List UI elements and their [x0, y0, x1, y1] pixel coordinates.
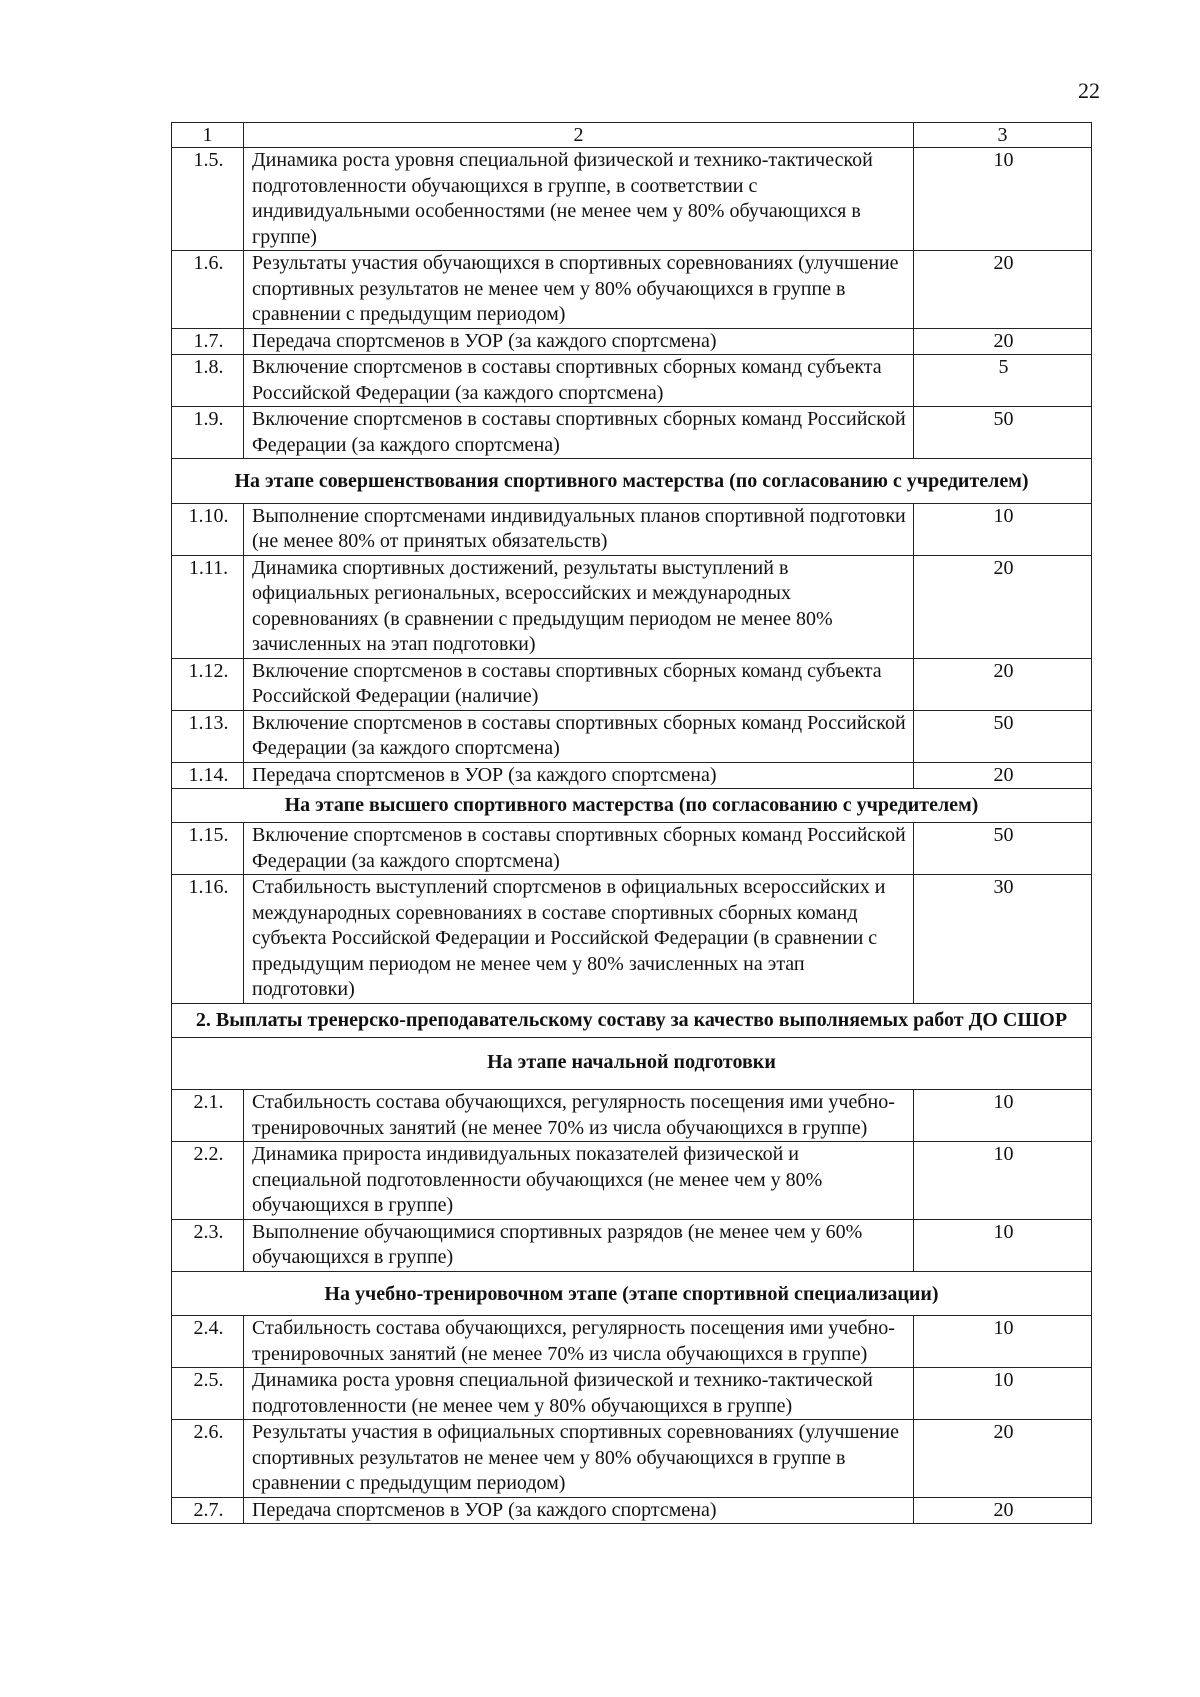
criterion-number: 1.15.	[172, 823, 244, 875]
section-heading-row	[172, 789, 1092, 823]
section-heading: 2. Выплаты тренерско-преподавательскому составу за качество выполняемых работ ДО СШОР	[172, 1003, 1092, 1037]
page-number: 22	[1078, 78, 1100, 103]
table-row	[172, 355, 1092, 407]
criterion-points: 10	[914, 148, 1092, 251]
table-row	[172, 762, 1092, 789]
criterion-text: Выполнение обучающимися спортивных разрядов (не менее чем у 60% обучающихся в группе)	[244, 1219, 914, 1271]
criterion-points: 20	[914, 658, 1092, 710]
criteria-table	[171, 122, 1092, 1524]
criterion-points: 10	[914, 1316, 1092, 1368]
criterion-text: Передача спортсменов в УОР (за каждого спортсмена)	[244, 328, 914, 355]
criterion-points: 10	[914, 1090, 1092, 1142]
criterion-points: 30	[914, 875, 1092, 1004]
criterion-text: Динамика прироста индивидуальных показателей физической и специальной подготовленности обучающихся (не менее чем у 80% обучающихся в группе)	[244, 1142, 914, 1220]
section-heading: На этапе высшего спортивного мастерства (по согласованию с учредителем)	[172, 789, 1092, 823]
table-row	[172, 148, 1092, 251]
criterion-number: 2.2.	[172, 1142, 244, 1220]
criterion-points: 50	[914, 710, 1092, 762]
criterion-text: Стабильность выступлений спортсменов в официальных всероссийских и международных соревнованиях в составе спортивных сборных команд субъекта Российской Федерации и Российской Федерации (в сравнении с предыдущим периодом не менее чем у 80% зачисленных на этап подготовки)	[244, 875, 914, 1004]
criterion-text: Передача спортсменов в УОР (за каждого спортсмена)	[244, 762, 914, 789]
criterion-points: 50	[914, 407, 1092, 459]
criterion-text: Динамика роста уровня специальной физической и технико-тактической подготовленности обучающихся в группе, в соответствии с индивидуальными особенностями (не менее чем у 80% обучающихся в группе)	[244, 148, 914, 251]
criterion-number: 2.1.	[172, 1090, 244, 1142]
section-heading-row	[172, 459, 1092, 504]
criterion-number: 1.14.	[172, 762, 244, 789]
table-header-row	[172, 123, 1092, 148]
table-row	[172, 710, 1092, 762]
criterion-text: Результаты участия в официальных спортивных соревнованиях (улучшение спортивных результатов не менее чем у 80% обучающихся в группе в сравнении с предыдущим периодом)	[244, 1420, 914, 1498]
criterion-points: 20	[914, 555, 1092, 658]
header-col-criterion: 2	[244, 123, 914, 148]
header-col-points: 3	[914, 123, 1092, 148]
criterion-text: Включение спортсменов в составы спортивных сборных команд Российской Федерации (за каждого спортсмена)	[244, 407, 914, 459]
criterion-text: Стабильность состава обучающихся, регулярность посещения ими учебно-тренировочных занятий (не менее 70% из числа обучающихся в группе)	[244, 1090, 914, 1142]
table-row	[172, 823, 1092, 875]
section-heading: На этапе совершенствования спортивного мастерства (по согласованию с учредителем)	[172, 459, 1092, 504]
table-row	[172, 1219, 1092, 1271]
table-row	[172, 658, 1092, 710]
table-row	[172, 251, 1092, 329]
section-heading-row	[172, 1271, 1092, 1316]
criterion-text: Включение спортсменов в составы спортивных сборных команд Российской Федерации (за каждого спортсмена)	[244, 710, 914, 762]
criterion-number: 2.7.	[172, 1497, 244, 1524]
criterion-number: 1.9.	[172, 407, 244, 459]
section-heading-row	[172, 1037, 1092, 1090]
table-row	[172, 555, 1092, 658]
criterion-points: 10	[914, 1368, 1092, 1420]
criterion-number: 1.7.	[172, 328, 244, 355]
criterion-text: Результаты участия обучающихся в спортивных соревнованиях (улучшение спортивных результатов не менее чем у 80% обучающихся в группе в сравнении с предыдущим периодом)	[244, 251, 914, 329]
criterion-text: Включение спортсменов в составы спортивных сборных команд субъекта Российской Федерации (наличие)	[244, 658, 914, 710]
table-row	[172, 1497, 1092, 1524]
criterion-number: 1.5.	[172, 148, 244, 251]
criterion-points: 10	[914, 1142, 1092, 1220]
table-row	[172, 328, 1092, 355]
criterion-text: Передача спортсменов в УОР (за каждого спортсмена)	[244, 1497, 914, 1524]
criterion-text: Динамика роста уровня специальной физической и технико-тактической подготовленности (не менее чем у 80% обучающихся в группе)	[244, 1368, 914, 1420]
table-row	[172, 1090, 1092, 1142]
criterion-number: 1.8.	[172, 355, 244, 407]
criterion-text: Включение спортсменов в составы спортивных сборных команд субъекта Российской Федерации (за каждого спортсмена)	[244, 355, 914, 407]
table-row	[172, 1420, 1092, 1498]
criterion-points: 20	[914, 1420, 1092, 1498]
criterion-text: Стабильность состава обучающихся, регулярность посещения ими учебно-тренировочных занятий (не менее 70% из числа обучающихся в группе)	[244, 1316, 914, 1368]
table-row	[172, 407, 1092, 459]
table-row	[172, 503, 1092, 555]
table-row	[172, 1142, 1092, 1220]
criterion-points: 20	[914, 328, 1092, 355]
header-col-number: 1	[172, 123, 244, 148]
section-heading: На этапе начальной подготовки	[172, 1037, 1092, 1090]
criterion-points: 10	[914, 1219, 1092, 1271]
criterion-number: 1.16.	[172, 875, 244, 1004]
criterion-points: 20	[914, 762, 1092, 789]
criterion-number: 1.12.	[172, 658, 244, 710]
criterion-number: 2.3.	[172, 1219, 244, 1271]
criterion-points: 5	[914, 355, 1092, 407]
criterion-number: 1.6.	[172, 251, 244, 329]
criterion-number: 2.5.	[172, 1368, 244, 1420]
criterion-text: Включение спортсменов в составы спортивных сборных команд Российской Федерации (за каждого спортсмена)	[244, 823, 914, 875]
section-heading: На учебно-тренировочном этапе (этапе спортивной специализации)	[172, 1271, 1092, 1316]
section-heading-row	[172, 1003, 1092, 1037]
table-row	[172, 875, 1092, 1004]
criterion-text: Выполнение спортсменами индивидуальных планов спортивной подготовки (не менее 80% от принятых обязательств)	[244, 503, 914, 555]
criterion-points: 20	[914, 1497, 1092, 1524]
criterion-number: 1.11.	[172, 555, 244, 658]
criterion-number: 1.13.	[172, 710, 244, 762]
criterion-points: 10	[914, 503, 1092, 555]
criterion-number: 1.10.	[172, 503, 244, 555]
table-row	[172, 1368, 1092, 1420]
criterion-text: Динамика спортивных достижений, результаты выступлений в официальных региональных, всероссийских и международных соревнованиях (в сравнении с предыдущим периодом не менее 80% зачисленных на этап подготовки)	[244, 555, 914, 658]
criterion-points: 50	[914, 823, 1092, 875]
table-row	[172, 1316, 1092, 1368]
criterion-number: 2.6.	[172, 1420, 244, 1498]
criterion-points: 20	[914, 251, 1092, 329]
criterion-number: 2.4.	[172, 1316, 244, 1368]
